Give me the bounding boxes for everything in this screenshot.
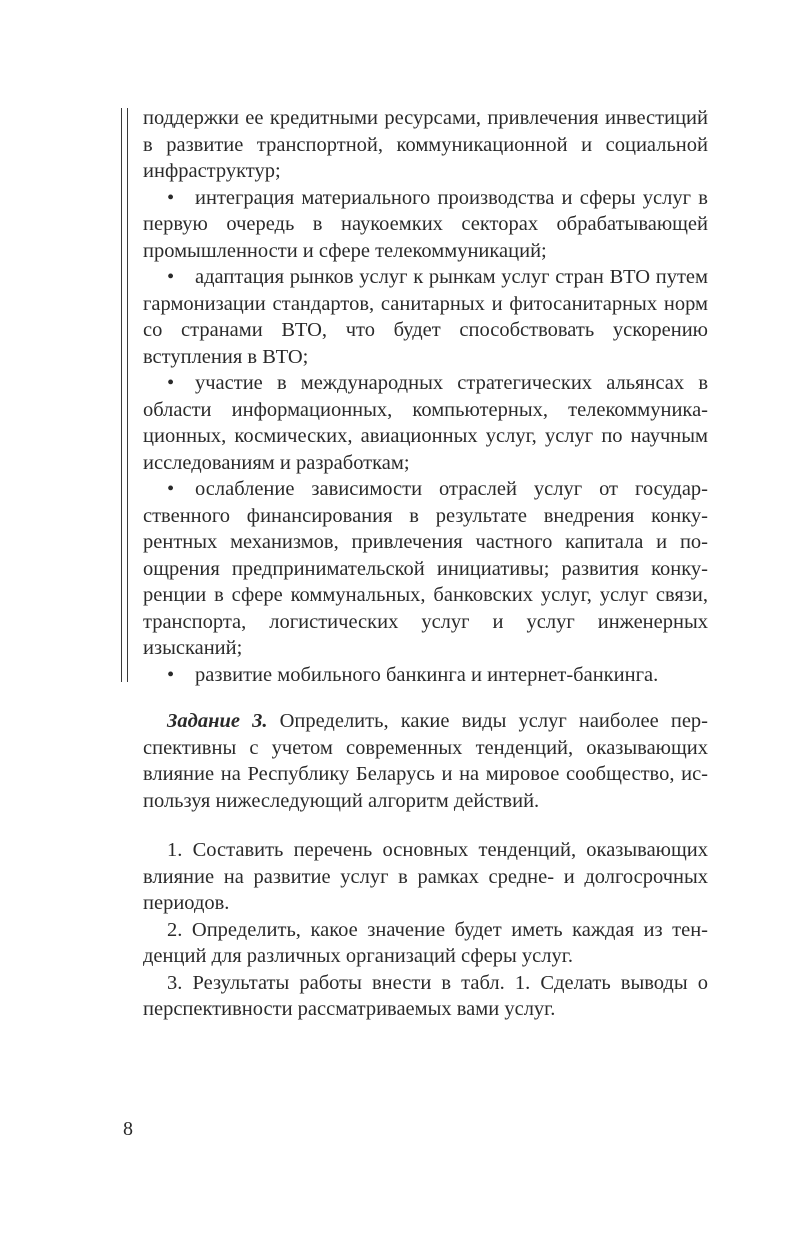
bullet-item-text: развитие мобильного банкинга и интернет-банкинга. [195, 663, 659, 686]
task-section [143, 708, 708, 814]
bullet-item-5 [143, 662, 708, 689]
steps-section [143, 837, 708, 1023]
step-item-3: 3. Результаты работы внести в табл. 1. Сделать выводы о перспективности рассматриваемых вами услуг. [143, 971, 708, 1020]
bullet-item-1 [143, 185, 708, 265]
step-item-1: 1. Составить перечень основных тенденций, оказывающих влияние на развитие услуг в рамках средне- и долгосрочных периодов. [143, 839, 708, 914]
bullet-item-text: адаптация рынков услуг к рынкам услуг стран ВТО путем гармонизации стандартов, санитарных и фитосанитарных норм со странами ВТО, что будет способствовать ускорению вступления в ВТО; [143, 266, 708, 368]
bullet-item-3 [143, 370, 708, 476]
bullet-item-text: ослабление зависимости отраслей услуг от государственного финансирования в результате внедрения конкурентных механизмов, привлечения частного капитала и поощрения предпринимательской инициативы; развития конкуренции в сфере коммунальных, банковских услуг, услуг связи, транспорта, логистических услуг и услуг инженерных изысканий; [143, 478, 708, 659]
step-item-2: 2. Определить, какое значение будет иметь каждая из тенденций для различных организаций сферы услуг. [143, 918, 708, 967]
task-paragraph [143, 708, 708, 814]
bullet-item-4 [143, 476, 708, 662]
continuation-paragraph: поддержки ее кредитными ресурсами, привлечения инвестиций в развитие транспортной, коммуникационной и социальной инфраструктур; [143, 107, 708, 182]
task-text: Определить, какие виды услуг наиболее перспективны с учетом современных тенденций, оказывающих влияние на Республику Беларусь и на мировое сообщество, используя нижеследующий алгоритм действий. [143, 710, 708, 812]
bullet-icon: • [167, 266, 175, 288]
task-title-period: . [262, 710, 268, 732]
bullet-icon: • [167, 372, 175, 394]
bullet-item-text: участие в международных стратегических альянсах в области информационных, компьютерных, телекоммуникационных, космических, авиационных услуг, услуг по научным исследованиям и разработкам; [143, 372, 708, 474]
bullet-icon: • [167, 478, 175, 500]
bullet-item-text: интеграция материального производства и сферы услуг в первую очередь в наукоемких секторах обрабатывающей промышленности и сфере телекоммуникаций; [143, 186, 708, 262]
bullet-item-2 [143, 264, 708, 370]
margin-change-bar [121, 108, 128, 682]
marked-section [143, 105, 708, 688]
bullet-icon: • [167, 663, 175, 686]
task-title: Задание 3 [167, 710, 263, 732]
bullet-icon: • [167, 186, 175, 209]
page-number: 8 [123, 1118, 133, 1140]
